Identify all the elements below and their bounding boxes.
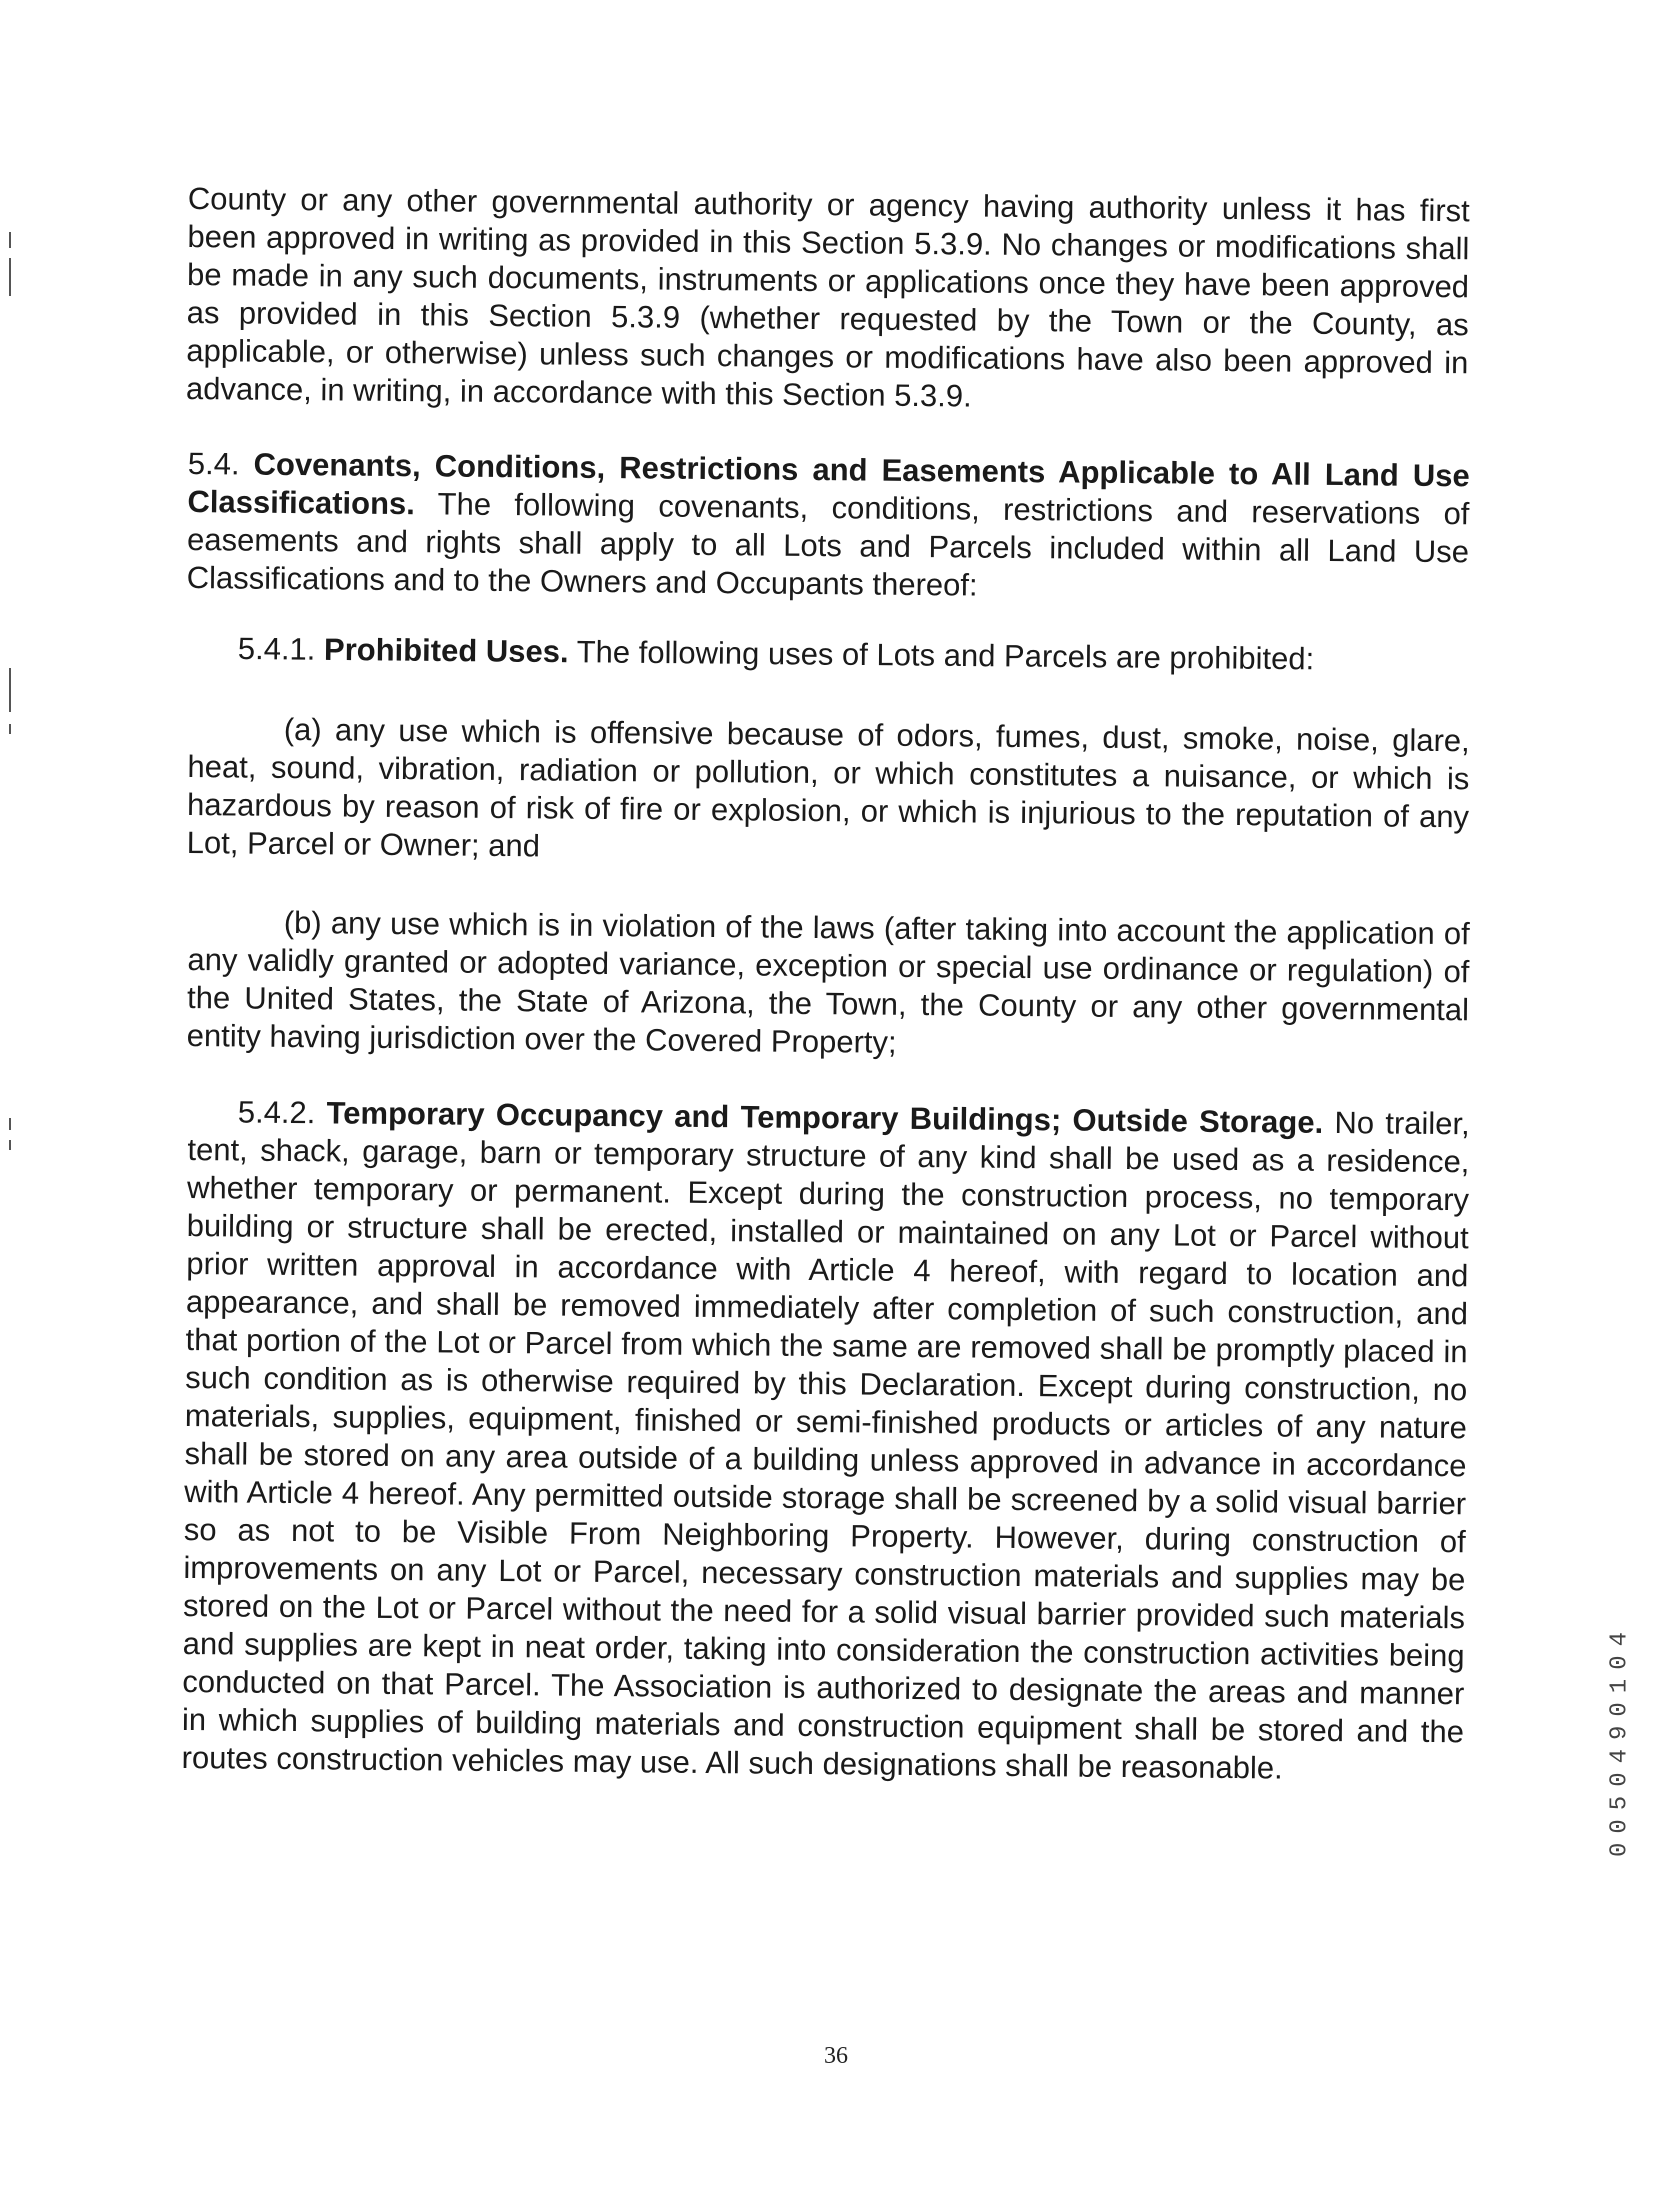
- margin-mark: [9, 258, 11, 296]
- margin-mark: [9, 1118, 11, 1130]
- section-5-4-2-body: No trailer, tent, shack, garage, barn or temporary structure of any kind shall be used as a residence, whether temporary or permanent. Except during the construction process, no temporary building or structure shall be erected, installed or maintained on any Lot or Parcel without prior written approval in accordance with Article 4 hereof, with regard to location and appearance, and shall be removed immediately after completion of such construction, and that portion of the Lot or Parcel from which the same are removed shall be promptly placed in such condition as is otherwise required by this Declaration. Except during construction, no materials, supplies, equipment, finished or semi-finished products or articles of any nature shall be stored on any area outside of a building unless approved in advance in accordance with Article 4 hereof. Any permitted outside storage shall be screened by a solid visual barrier so as not to be Visible From Neighboring Property. However, during construction of improvements on any Lot or Parcel, necessary construction materials and supplies may be stored on the Lot or Parcel without the need for a solid visual barrier provided such materials and supplies are kept in neat order, taking into consideration the construction activities being conducted on that Parcel. The Association is authorized to designate the areas and manner in which supplies of building materials and construction equipment shall be stored and the routes construction vehicles may use. All such designations shall be reasonable.: [181, 1105, 1470, 1786]
- margin-mark: [9, 724, 11, 734]
- section-5-4-number: 5.4.: [187, 445, 240, 482]
- page-number: 36: [824, 2043, 848, 2069]
- item-b-paragraph: [187, 903, 1470, 1067]
- margin-mark: [9, 1140, 11, 1150]
- section-5-4-1-heading: Prohibited Uses.: [323, 631, 569, 670]
- section-5-4-body: The following covenants, conditions, restrictions and reservations of easements and rights shall apply to all Lots and Parcels included within all Land Use Classifications and to the Owners and Occupants thereof:: [186, 486, 1470, 603]
- intro-text: County or any other governmental authority or agency having authority unless it has first been approved in writing as provided in this Section 5.3.9. No changes or modifications shall be made in any such documents, instruments or applications once they have been approved as provided in this Section 5.3.9 (whether requested by the Town or the County, as applicable, or otherwise) unless such changes or modifications have also been approved in advance, in writing, in accordance with this Section 5.3.9.: [185, 180, 1470, 414]
- section-5-4-2-heading: Temporary Occupancy and Temporary Buildings; Outside Storage.: [326, 1095, 1324, 1140]
- section-5-4-heading: Covenants, Conditions, Restrictions and Easements Applicable to All Land Use Classifications.: [187, 446, 1470, 522]
- margin-mark: [9, 232, 11, 248]
- item-a-text: (a) any use which is offensive because of odors, fumes, dust, smoke, noise, glare, heat, sound, vibration, radiation or pollution, or which constitutes a nuisance, or which is hazardous by reason of risk of fire or explosion, or which is injurious to the reputation of any Lot, Parcel or Owner; and: [186, 711, 1470, 864]
- section-5-4-1-number: 5.4.1.: [237, 630, 316, 667]
- section-5-4-2-paragraph: [181, 1093, 1470, 1789]
- intro-paragraph: [186, 180, 1470, 420]
- section-5-4-paragraph: [187, 445, 1470, 609]
- item-b-text: (b) any use which is in violation of the laws (after taking into account the application of any validly granted or adopted variance, exception or special use ordinance or regulation) of the United States, the State of Arizona, the Town, the County or any other governmental entity having jurisdiction over the Covered Property;: [186, 904, 1470, 1060]
- recording-stamp: [1600, 1540, 1640, 1940]
- recording-stamp-text: 0050490104: [1606, 1622, 1634, 1858]
- section-5-4-1-body: The following uses of Lots and Parcels are prohibited:: [576, 634, 1315, 677]
- margin-mark: [9, 668, 11, 712]
- item-a-paragraph: [187, 710, 1470, 874]
- section-5-4-1-paragraph: [238, 630, 1470, 680]
- section-5-4-2-number: 5.4.2.: [237, 1094, 316, 1131]
